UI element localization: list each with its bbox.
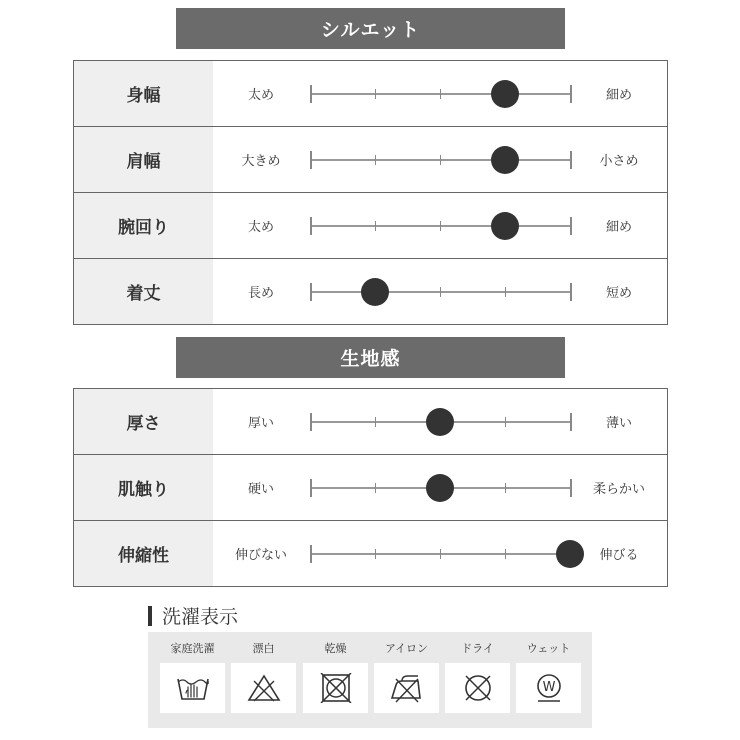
rating-scale: [310, 61, 570, 126]
care-title: 洗濯表示: [162, 606, 239, 628]
scale-tick: [310, 217, 312, 235]
scale-tick: [310, 545, 312, 563]
scale-left-label: 太め: [247, 88, 274, 103]
care-item-bleach: [231, 632, 296, 728]
scale-left-label: 硬い: [247, 482, 274, 497]
row-label: 身幅: [74, 61, 213, 126]
scale-left-label: 長め: [247, 286, 274, 301]
care-label: ドライ: [461, 642, 494, 655]
row-label: 伸縮性: [74, 521, 213, 586]
scale-tick: [375, 549, 376, 559]
wet-clean-icon: [516, 663, 581, 713]
row-label: 厚さ: [74, 389, 213, 454]
scale-tick: [440, 221, 441, 231]
no-tumble-dry-icon: [303, 663, 368, 713]
svg-text:W: W: [542, 680, 555, 695]
silhouette-row: [74, 259, 667, 325]
rating-scale: [310, 259, 570, 324]
care-item-wet-clean: [516, 632, 581, 728]
scale-left-label: 伸びない: [234, 548, 287, 563]
silhouette-row: [74, 193, 667, 259]
care-label: ウェット: [526, 642, 571, 655]
scale-tick: [440, 155, 441, 165]
row-scale-area: [213, 127, 667, 192]
scale-tick: [375, 483, 376, 493]
care-heading: [148, 602, 238, 629]
rating-scale: [310, 193, 570, 258]
fabric-table: [73, 388, 668, 587]
care-item-dry-clean: [445, 632, 510, 728]
row-label: 腕回り: [74, 193, 213, 258]
scale-left-label: 大きめ: [241, 154, 281, 169]
fabric-row: [74, 455, 667, 521]
care-label: アイロン: [384, 642, 428, 655]
no-iron-icon: [374, 663, 439, 713]
care-panel: [148, 632, 592, 728]
rating-scale: [310, 455, 570, 520]
scale-tick: [310, 283, 312, 301]
care-label: 乾燥: [324, 642, 347, 655]
scale-tick: [505, 417, 506, 427]
scale-tick: [440, 287, 441, 297]
rating-scale: [310, 389, 570, 454]
scale-tick: [505, 549, 506, 559]
scale-right-label: 短め: [605, 286, 632, 301]
fabric-title: 生地感: [340, 348, 401, 370]
row-scale-area: [213, 389, 667, 454]
scale-tick: [375, 89, 376, 99]
care-label: 家庭洗濯: [170, 642, 215, 655]
silhouette-row: [74, 127, 667, 193]
silhouette-banner: [176, 8, 565, 49]
heading-bar: [148, 606, 152, 626]
scale-marker: [491, 146, 519, 174]
silhouette-title: シルエット: [320, 19, 421, 41]
hand-wash-icon: [160, 663, 225, 713]
scale-tick: [505, 483, 506, 493]
row-label: 着丈: [74, 259, 213, 324]
fabric-row: [74, 389, 667, 455]
rating-scale: [310, 127, 570, 192]
care-label: 漂白: [252, 642, 275, 655]
care-item-iron: [374, 632, 439, 728]
scale-left-label: 太め: [247, 220, 274, 235]
row-scale-area: [213, 61, 667, 126]
scale-tick: [440, 89, 441, 99]
scale-marker: [426, 408, 454, 436]
scale-marker: [361, 278, 389, 306]
row-label: 肩幅: [74, 127, 213, 192]
scale-right-label: 伸びる: [599, 548, 639, 563]
scale-tick: [310, 479, 312, 497]
row-scale-area: [213, 259, 667, 324]
silhouette-row: [74, 61, 667, 127]
scale-marker: [426, 474, 454, 502]
scale-right-label: 小さめ: [599, 154, 639, 169]
row-scale-area: [213, 455, 667, 520]
scale-right-label: 細め: [605, 220, 632, 235]
care-item-home-wash: [160, 632, 225, 728]
scale-tick: [310, 85, 312, 103]
scale-right-label: 柔らかい: [592, 482, 645, 497]
scale-tick: [375, 221, 376, 231]
fabric-banner: [176, 337, 565, 378]
scale-tick: [310, 413, 312, 431]
scale-tick: [505, 287, 506, 297]
scale-right-label: 薄い: [605, 416, 632, 431]
scale-right-label: 細め: [605, 88, 632, 103]
no-dry-clean-icon: [445, 663, 510, 713]
row-scale-area: [213, 521, 667, 586]
scale-marker: [491, 212, 519, 240]
row-label: 肌触り: [74, 455, 213, 520]
scale-tick: [440, 549, 441, 559]
row-scale-area: [213, 193, 667, 258]
fabric-row: [74, 521, 667, 587]
rating-scale: [310, 521, 570, 586]
care-item-dry: [303, 632, 368, 728]
no-bleach-icon: [231, 663, 296, 713]
scale-tick: [375, 417, 376, 427]
scale-tick: [310, 151, 312, 169]
scale-marker: [491, 80, 519, 108]
silhouette-table: [73, 60, 668, 325]
scale-tick: [375, 155, 376, 165]
scale-left-label: 厚い: [247, 416, 274, 431]
